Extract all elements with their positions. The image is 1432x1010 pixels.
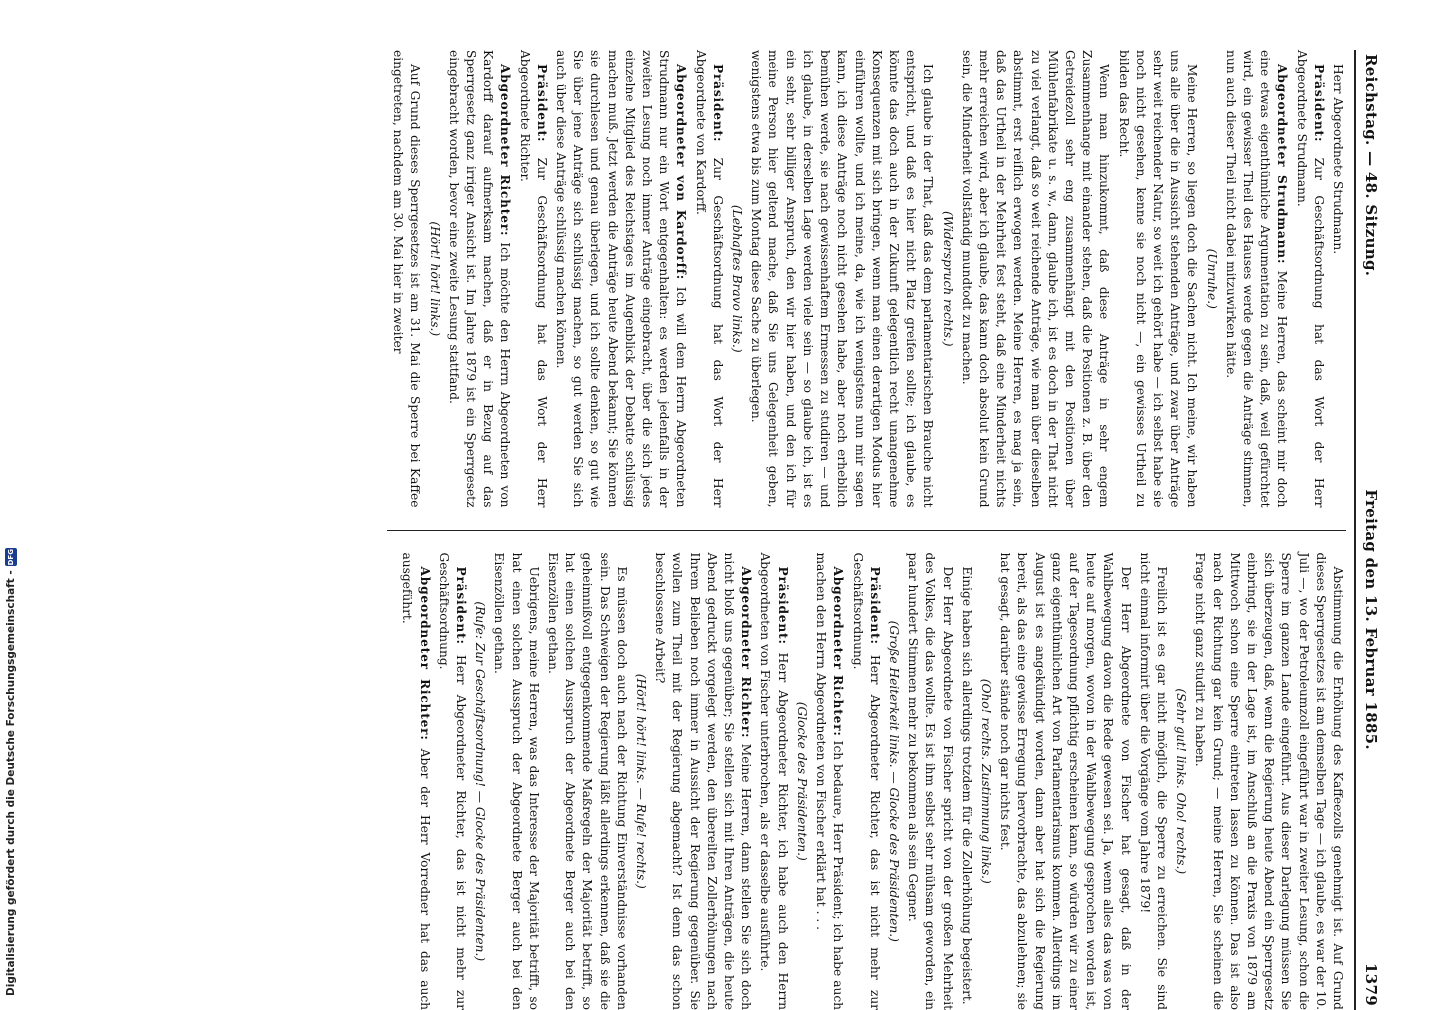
paragraph [1136,553,1170,1010]
speaker-name: Präsident: [776,567,790,645]
speaker-name: Abgeordneter Richter: [418,567,432,741]
paragraph-text: Freilich ist es gar nicht möglich, die Sperre zu erreichen. Sie sind nicht einmal informirt über die Vorgänge vom Jahre 1879! [1138,553,1169,1010]
paragraph-text: Ich glaube in der That, daß das dem parlamentarischen Brauche nicht entspricht, und daß es hier nicht Platz greifen sollte; ich glaube, es könnte das doch auch in der Zukunft gelegentlich recht unangenehme Konsequenzen mit sich bringen, wenn man einen derartigen Modus hier einführen wollte, und ich meine, da, wie ich wenigstens nun mir sagen kann, ich diese Anträge noch nicht gesehen habe, aber noch erheblich bemühen werde, sie nach gewissenhaftem Ermessen zu studiren — und ich glaube, in derselben Lage werden viele sein — so glaube ich, ist es ein sehr, sehr billiger Anspruch, den wir hier haben, und den ich für meine Person hier geltend mache, daß Sie uns Gelegenheit geben, wenigstens etwa bis zum Montag diese Sache zu überlegen. [749,50,935,508]
paragraph-text: (Unruhe.) [1205,249,1219,309]
paragraph-text: Zur Geschäftsordnung hat das Wort der Herr Abgeordnete von Kardorff. [694,50,725,508]
digitization-credit [4,0,18,996]
paragraph [425,50,442,508]
paragraph-text: (Oho! rechts. Zustimmung links.) [979,679,993,884]
paragraph-text: Wenn man hinzukommt, daß diese Anträge in sehr engem Zusammenhange mit einander stehen, daß die Positionen z. B. über den Getreidezoll sehr eng zusammenhängt mit den Positionen über Mühlenfabrikate u. s. w., dann, glaube ich, ist es doch in der That nicht zu viel verlangt, daß so weit reichende Anträge, wie man über dieselben abstimmt, erst reiflich erwogen werden. Meine Herren, es mag ja sein, daß das Urtheil in der Mehrheit fest steht, daß eine Minderheit nichts mehr erreichen wird, aber ich glaube, das kann doch absolut kein Grund sein, die Minderheit vollständig mundtodt zu machen. [960,50,1112,508]
speaker-name: Abgeordneter Richter: [739,567,753,739]
column-divider [387,530,1346,531]
paragraph-text: Ich möchte den Herrn Abgeordneten von Kardorff darauf aufmerksam machen, daß er in Bezug auf das Sperrgesetz ganz irriger Ansicht ist. Im Jahre 1879 ist ein Sperrgesetz eingebracht worden, bevor eine zweite Lesung stattfand. [447,50,513,508]
paragraph-text: Zur Geschäftsordnung hat das Wort der Herr Abgeordnete Strudmann. [1295,50,1326,508]
paragraph [938,50,955,508]
paragraph-text: Herr Abgeordneter Richter, das ist nicht mehr zur Geschäftsordnung. [851,553,882,1010]
paragraph [1222,50,1291,508]
paragraph [1114,50,1200,508]
paragraph [435,553,469,1010]
paragraph-text: Meine Herren, so liegen doch die Sachen nicht. Ich meine, wir haben uns alle über die in Aussicht stehenden Anträge, und zwar über Anträge sehr weit reichender Natur, so weit ich gehört habe — ich selbst habe sie noch nicht gesehen, kenne sie noch nicht —, ein gewisses Urtheil zu bilden das Recht. [1117,50,1200,508]
speaker-name: Präsident: [535,64,549,142]
paragraph-text: (Hört! hört! links. — Rufe! rechts.) [634,674,648,889]
paragraph-text: (Lebhaftes Bravo links.) [730,205,744,353]
paragraph-text: Aber der Herr Vorredner hat das auch ausgeführt. [400,553,431,1010]
paragraph-text: Der Herr Abgeordnete von Fischer hat gesagt, daß in der Wahlbewegung davon die Rede gewesen sei. Ja, wenn alles das was von heute auf morgen, wovon in der Wahlbewegung gesprochen worden ist, auf der Tagesordnung pflichtig erscheinen kann, so würden wir zu einer ganz eigenthümlichen Art von Parlamentarismus kommen. Allerdings im August ist es angekündigt worden, dann aber hat sich die Regierung bereit, als das eine gewisse Erregung hervorbrachte, das abzulehnen; sie hat gesagt, darüber stände noch gar nichts fest. [998,553,1132,1010]
paragraph [1191,553,1346,1010]
paragraph [1329,50,1346,508]
header-left: Reichstag. — 48. Sitzung. [1362,54,1380,276]
paragraph-text: Einige haben sich allerdings trotzdem für die Zollerhöhung begeistert. [960,567,974,1005]
speaker-name: Abgeordneter Strudmann: [1275,64,1289,264]
column-right [387,553,1346,1010]
paragraph [1292,50,1326,508]
paragraph-text: (Hört! hört! links.) [428,221,442,336]
paragraph [691,50,725,508]
paragraph-text: Abstimmung die Erhöhung des Kaffeezolls genehmigt ist. Auf Grund dieses Sperrgesetzes ist am demselben Tage — ich glaube, es war der 10. Juli —, wo der Petroleumzoll eingeführt war in zweiter Lesung, schon die Sperre im ganzen Lande eingeführt. Aus dieser Darlegung müssen Sie sich überzeugen, daß, wenn die Regierung heute Abend ein Sperrgesetz einbringt, sie in der Lage ist, im Anschluß an die Praxis von 1879 am Mittwoch schon eine Sperre eintreten lassen zu können. Das ist also nach der Richtung gar kein Grund; — meine Herren, Sie scheinen die Frage nicht ganz studirt zu haben. [1193,553,1345,1010]
paragraph-text: Meine Herren, dann stellen Sie sich doch nicht bloß uns gegenüber; Sie stellen sich mit Ihren Anträgen, die heute Abend gedruckt vorgelegt werden, den übereilten Zollerhöhungen nach Ihrem Belieben noch immer in Aussicht der Regierung gegenüber. Sie wollen zum Theil mit der Regierung abgemacht? Ist denn das schon beschlossene Arbeit? [653,553,753,1010]
paragraph-text: (Glocke des Präsidenten.) [795,702,809,861]
paragraph [996,553,1134,1010]
page-header [1354,50,1380,1010]
paragraph [756,553,790,1010]
paragraph [471,553,488,1010]
paragraph [958,553,975,1010]
paragraph-text: (Widerspruch rechts.) [941,211,955,347]
document-page [90,50,1380,1010]
paragraph [904,553,956,1010]
paragraph-text: Zur Geschäftsordnung hat das Wort der Herr Abgeordnete Richter. [518,50,549,508]
speaker-name: Präsident: [868,567,882,645]
paragraph [445,50,514,508]
column-left [387,50,1346,508]
paragraph [1172,553,1189,1010]
paragraph [398,553,432,1010]
paragraph [544,553,630,1010]
paragraph-text: (Rufe: Zur Geschäftsordnung! — Glocke des Präsidenten.) [473,601,487,961]
paragraph-text: Herr Abgeordneter Richter, ich habe auch den Herrn Abgeordneten von Fischer unterbrochen, als er dasselbe ausführte. [759,553,790,1010]
paragraph-text: (Große Heiterkeit links. — Glocke des Präsidenten.) [887,621,901,942]
paragraph [812,553,846,1010]
paragraph [885,553,902,1010]
page-number: 1379 [1362,963,1380,1006]
paragraph [490,553,542,1010]
paragraph [632,553,649,1010]
credit-text: Digitalisierung gefördert durch die Deutsche Forschungsgemeinschaft - [5,570,17,996]
speaker-name: Präsident: [1312,64,1326,142]
paragraph-text: Es müssen doch auch nach der Richtung Einverständnisse vorhanden sein. Das Schweigen der Regierung läßt allerdings erkennen, daß sie die geheimnißvoll entgegenkommende Maßregeln der Majorität betrifft, so hat einen solchen Ausspruch der Abgeordnete Berger auch bei den Eisenzöllen gethan. [546,553,629,1010]
speaker-name: Abgeordneter Richter: [498,64,512,236]
paragraph-text: Meine Herren, das scheint mir doch eine etwas eigenthümliche Argumentation zu sein, daß, weil gefürchtet wird, ein gewisser Theil des Hauses werde gegen die Anträge stimmen, nun auch dieser Theil nicht dabei mitzuwirken hätte. [1224,50,1290,508]
paragraph [1202,50,1219,508]
paragraph-text: Herr Abgeordneter Richter, das ist nicht mehr zur Geschäftsordnung. [437,553,468,1010]
header-date: Freitag den 13. Februar 1885. [1362,489,1380,750]
dfg-logo-icon: DFG [5,548,17,566]
paragraph-text: Auf Grund dieses Sperrgesetzes ist am 31. Mai die Sperre bei Kaffee eingetreten, nachdem am 30. Mai hier in zweiter [391,50,422,508]
paragraph [848,553,882,1010]
paragraph [793,553,810,1010]
paragraph-text: Ich bedaure, Herr Präsident; ich habe auch machen den Herrn Abgeordneten von Fischer erklärt hat . . . [814,553,845,1010]
paragraph [958,50,1113,508]
paragraph [515,50,549,508]
paragraph-text: Ich will dem Herrn Abgeordneten Strudmann nur ein Wort entgegenhalten: es werden jedenfalls in der zweiten Lesung noch immer Anträge eingebracht, über die sich jedes einzelne Mitglied des Reichstages im Augenblick der Debatte schlüssig machen muß. Jetzt werden die Anträge heute Abend bekannt; Sie können sie durchlesen und genau überlegen, und ich sollte denken, so gut wie Sie über jene Anträge sich schlüssig machen, so gut werden Sie sich auch über diese Anträge schlüssig machen können. [554,50,688,508]
paragraph-text: (Sehr gut! links. Oho! rechts.) [1174,688,1188,874]
paragraph [552,50,690,508]
paragraph [747,50,936,508]
paragraph [728,50,745,508]
paragraph [651,553,754,1010]
speaker-name: Abgeordneter von Kardorff: [674,64,688,280]
text-columns [387,50,1346,1010]
paragraph [389,50,423,508]
speaker-name: Präsident: [454,567,468,645]
paragraph-text: Der Herr Abgeordnete von Fischer spricht von der großen Mehrheit des Volkes, die das wollte. Es ist ihm selbst sehr mühsam geworden, ein paar hundert Stimmen mehr zu bekommen als sein Gegner. [906,553,954,1010]
speaker-name: Abgeordneter Richter: [831,567,845,737]
paragraph-text: Herr Abgeordnete Strudmann. [1331,64,1345,254]
paragraph [977,553,994,1010]
speaker-name: Präsident: [711,64,725,142]
paragraph-text: Uebrigens, meine Herren, was das Interesse der Majorität betrifft, so hat einen solchen Ausspruch der Abgeordnete Berger auch bei den Eisenzöllen gethan. [492,553,540,1010]
